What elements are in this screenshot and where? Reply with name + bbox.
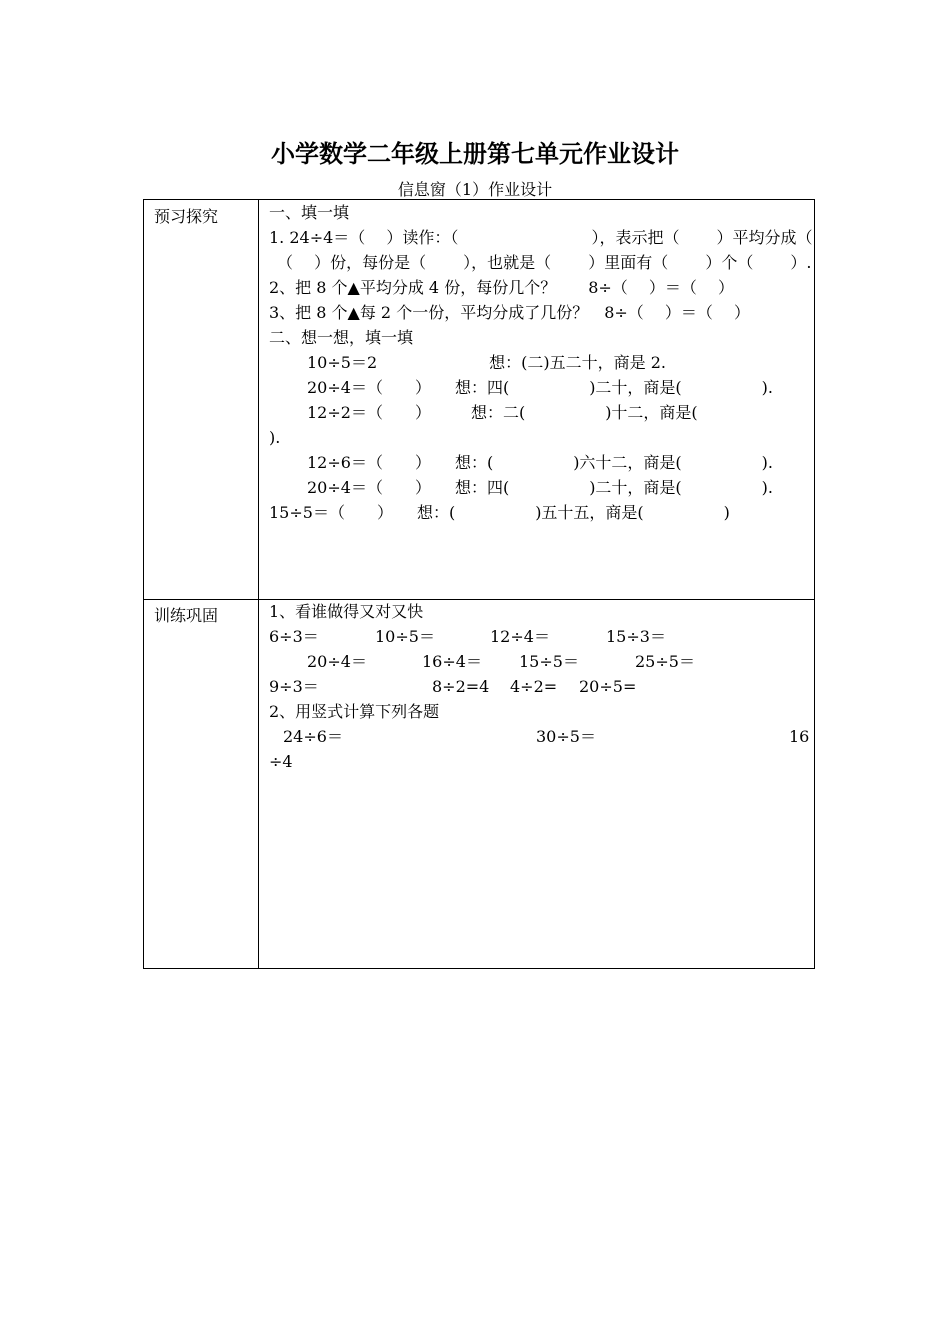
calc-item: 10÷5＝ xyxy=(375,627,435,646)
calc-item: 20÷4＝ xyxy=(307,652,367,671)
calc-item: 4÷2= xyxy=(510,677,558,696)
calc-item: 12÷4＝ xyxy=(490,627,550,646)
section-label-preview: 预习探究 xyxy=(154,207,219,226)
think-row-6: 15÷5＝（ ） 想：( )五十五，商是( ) xyxy=(269,503,730,522)
homework-table xyxy=(143,199,815,969)
calc-item: 15÷5＝ xyxy=(519,652,579,671)
heading-quick-calc: 1、看谁做得又对又快 xyxy=(269,602,424,621)
calc-item: 8÷2=4 xyxy=(432,677,490,696)
calc-item: 6÷3＝ xyxy=(269,627,319,646)
vertical-calc-item-wrap: ÷4 xyxy=(269,752,293,771)
think-row-3-wrap: ). xyxy=(269,428,281,447)
page-title: 小学数学二年级上册第七单元作业设计 xyxy=(271,140,679,168)
heading-think: 二、想一想，填一填 xyxy=(269,328,414,347)
vertical-calc-item: 16 xyxy=(789,727,810,746)
heading-vertical-calc: 2、用竖式计算下列各题 xyxy=(269,702,440,721)
row-divider xyxy=(144,599,814,600)
question-2: 2、把 8 个▲平均分成 4 份，每份几个？ 8÷（ ）＝（ ） xyxy=(269,278,734,297)
calc-item: 16÷4＝ xyxy=(422,652,482,671)
calc-item: 15÷3＝ xyxy=(606,627,666,646)
think-row-2: 20÷4＝（ ） 想：四( )二十，商是( ). xyxy=(307,378,774,397)
vertical-calc-item: 30÷5＝ xyxy=(536,727,596,746)
question-1-line-2: （ ）份，每份是（ ），也就是（ ）里面有（ ）个（ ）. xyxy=(277,253,812,272)
vertical-calc-item: 24÷6＝ xyxy=(283,727,343,746)
column-divider xyxy=(258,200,259,968)
section-label-practice: 训练巩固 xyxy=(154,606,219,625)
question-3: 3、把 8 个▲每 2 个一份，平均分成了几份？ 8÷（ ）＝（ ） xyxy=(269,303,750,322)
heading-fill-in: 一、填一填 xyxy=(269,203,350,222)
page-subtitle: 信息窗（1）作业设计 xyxy=(397,180,553,199)
calc-item: 9÷3＝ xyxy=(269,677,319,696)
calc-item: 25÷5＝ xyxy=(635,652,695,671)
think-row-3: 12÷2＝（ ） 想：二( )十二，商是( xyxy=(307,403,698,422)
think-row-4: 12÷6＝（ ） 想：( )六十二，商是( ). xyxy=(307,453,774,472)
question-1-line-1: 1. 24÷4＝（ ）读作：（ ），表示把（ ）平均分成（ xyxy=(269,228,813,247)
calc-item: 20÷5= xyxy=(579,677,637,696)
think-row-1: 10÷5＝2 想：(二)五二十，商是 2. xyxy=(307,353,666,372)
think-row-5: 20÷4＝（ ） 想：四( )二十，商是( ). xyxy=(307,478,774,497)
